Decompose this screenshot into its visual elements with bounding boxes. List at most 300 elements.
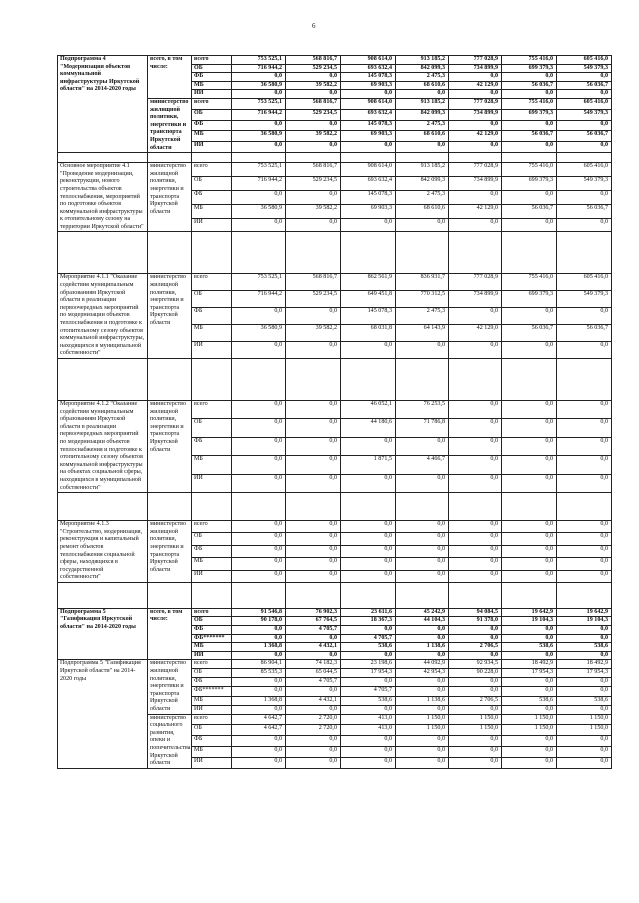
value-cell: 699 379,3 [502,176,557,190]
value-cell: 0,0 [232,190,286,204]
value-cell: 0,0 [557,90,612,99]
spacer-row [58,493,612,521]
value-cell: 0,0 [449,419,502,437]
spacer-row [58,359,612,401]
value-cell: 0,0 [232,757,286,768]
value-cell: 0,0 [557,545,612,557]
value-cell: 0,0 [341,521,396,533]
value-cell: 145 078,3 [341,120,396,131]
value-cell: 568 816,7 [286,163,341,177]
value-cell: 0,0 [449,570,502,582]
funding-source: всего [192,274,232,291]
value-cell: 0,0 [502,437,557,455]
value-cell: 56 036,7 [557,81,612,90]
value-cell: 755 416,0 [502,56,557,65]
value-cell: 0,0 [232,474,286,492]
value-cell: 0,0 [341,736,396,747]
funding-source: МБ [192,131,232,142]
value-cell: 0,0 [502,456,557,474]
value-cell: 777 028,9 [449,274,502,291]
value-cell: 23 198,6 [341,660,396,669]
value-cell: 0,0 [232,705,286,714]
funding-source: всего [192,401,232,419]
spacer-row [58,232,612,274]
value-cell: 0,0 [557,401,612,419]
value-cell: 913 185,2 [396,163,449,177]
value-cell: 0,0 [449,558,502,570]
value-cell: 1 150,0 [449,725,502,736]
value-cell: 0,0 [232,308,286,325]
executor-cell: министерство жилищной политики, энергетики и транспорта Иркутской области [148,521,192,583]
funding-source: ИИ [192,757,232,768]
program-title: Мероприятие 4.1.1 "Оказание содействия муниципальным образованиям Иркутской области в реализации первоочередных мероприятий по модернизации объектов теплоснабжения и подготовке к отопительному сезону объектов коммунальной инфраструктуры, находящихся в муниципальной собственности" [58,274,148,359]
value-cell: 0,0 [557,558,612,570]
value-cell: 0,0 [286,142,341,153]
value-cell: 699 379,3 [502,291,557,308]
value-cell: 19 104,3 [502,617,557,626]
value-cell: 568 816,7 [286,56,341,65]
value-cell: 0,0 [396,747,449,758]
value-cell: 74 182,3 [286,660,341,669]
value-cell: 42 129,0 [449,81,502,90]
value-cell: 67 764,5 [286,617,341,626]
value-cell: 0,0 [286,634,341,643]
value-cell: 538,6 [557,643,612,652]
value-cell: 0,0 [396,545,449,557]
value-cell: 68 610,6 [396,131,449,142]
spacer-row [58,153,612,163]
value-cell: 862 561,9 [341,274,396,291]
value-cell: 23 611,6 [341,608,396,617]
executor-cell: всего, в том числе: [148,56,192,99]
value-cell: 0,0 [449,533,502,545]
value-cell: 68 031,8 [341,325,396,342]
value-cell: 0,0 [557,678,612,687]
executor-cell: министерство жилищной политики, энергетики и транспорта Иркутской области [148,163,192,232]
value-cell: 0,0 [286,687,341,696]
value-cell: 755 416,0 [502,163,557,177]
value-cell: 0,0 [502,651,557,660]
value-cell: 0,0 [396,705,449,714]
value-cell: 716 944,2 [232,291,286,308]
value-cell: 0,0 [341,474,396,492]
value-cell: 549 379,3 [557,176,612,190]
value-cell: 56 036,7 [557,131,612,142]
funding-source: ИИ [192,90,232,99]
value-cell: 777 028,9 [449,98,502,109]
funding-source: ОБ [192,617,232,626]
value-cell: 0,0 [232,142,286,153]
funding-source: ОБ [192,533,232,545]
value-cell: 0,0 [449,651,502,660]
value-cell: 0,0 [341,570,396,582]
value-cell: 0,0 [449,437,502,455]
value-cell: 0,0 [286,218,341,232]
value-cell: 0,0 [232,73,286,82]
value-cell: 842 099,3 [396,109,449,120]
value-cell: 0,0 [232,456,286,474]
value-cell: 0,0 [232,678,286,687]
value-cell: 0,0 [557,120,612,131]
table-row [58,56,612,65]
value-cell: 39 582,2 [286,325,341,342]
value-cell: 94 084,5 [449,608,502,617]
funding-source: ФБ******* [192,634,232,643]
funding-source: МБ [192,747,232,758]
table-row [58,660,612,669]
value-cell: 0,0 [286,747,341,758]
value-cell: 0,0 [232,687,286,696]
value-cell: 0,0 [396,678,449,687]
value-cell: 549 379,3 [557,64,612,73]
value-cell: 0,0 [396,757,449,768]
funding-source: ИИ [192,342,232,359]
value-cell: 0,0 [557,218,612,232]
value-cell: 0,0 [341,705,396,714]
value-cell: 755 416,0 [502,274,557,291]
value-cell: 1 150,0 [502,725,557,736]
value-cell: 92 934,5 [449,660,502,669]
value-cell: 0,0 [232,634,286,643]
value-cell: 56 036,7 [502,81,557,90]
value-cell: 908 614,0 [341,163,396,177]
value-cell: 0,0 [232,533,286,545]
executor-cell: всего, в том числе: [148,608,192,660]
value-cell: 0,0 [286,308,341,325]
value-cell: 0,0 [449,73,502,82]
value-cell: 0,0 [232,342,286,359]
funding-source: ФБ [192,626,232,635]
value-cell: 4 705,7 [341,634,396,643]
value-cell: 0,0 [502,401,557,419]
value-cell: 0,0 [557,456,612,474]
value-cell: 64 143,9 [396,325,449,342]
value-cell: 538,6 [341,696,396,705]
value-cell: 0,0 [557,651,612,660]
table-row [58,608,612,617]
value-cell: 0,0 [396,437,449,455]
value-cell: 0,0 [232,626,286,635]
value-cell: 90 228,0 [449,669,502,678]
value-cell: 4 705,7 [286,626,341,635]
value-cell: 19 642,9 [557,608,612,617]
value-cell: 549 379,3 [557,291,612,308]
value-cell: 0,0 [557,419,612,437]
value-cell: 529 234,5 [286,64,341,73]
value-cell: 0,0 [449,747,502,758]
value-cell: 0,0 [341,678,396,687]
value-cell: 0,0 [286,736,341,747]
value-cell: 734 899,9 [449,109,502,120]
value-cell: 0,0 [396,634,449,643]
value-cell: 0,0 [449,401,502,419]
value-cell: 0,0 [286,437,341,455]
funding-source: МБ [192,558,232,570]
value-cell: 0,0 [502,90,557,99]
value-cell: 39 582,2 [286,81,341,90]
value-cell: 0,0 [502,190,557,204]
page-number: 6 [312,22,316,30]
value-cell: 0,0 [286,757,341,768]
executor-cell: министерство жилищной политики, энергетики и транспорта Иркутской области [148,660,192,714]
value-cell: 770 312,5 [396,291,449,308]
funding-source: всего [192,660,232,669]
value-cell: 0,0 [557,142,612,153]
value-cell: 693 632,4 [341,109,396,120]
funding-source: всего [192,521,232,533]
value-cell: 0,0 [341,558,396,570]
value-cell: 0,0 [396,533,449,545]
value-cell: 693 632,4 [341,64,396,73]
value-cell: 0,0 [557,190,612,204]
value-cell: 0,0 [557,521,612,533]
value-cell: 0,0 [557,570,612,582]
value-cell: 0,0 [557,308,612,325]
value-cell: 91 378,0 [449,617,502,626]
value-cell: 36 580,9 [232,81,286,90]
value-cell: 605 416,0 [557,56,612,65]
value-cell: 0,0 [449,687,502,696]
funding-source: МБ [192,456,232,474]
value-cell: 0,0 [449,142,502,153]
value-cell: 0,0 [286,73,341,82]
value-cell: 549 379,3 [557,109,612,120]
value-cell: 908 614,0 [341,56,396,65]
value-cell: 734 899,9 [449,64,502,73]
funding-source: всего [192,98,232,109]
value-cell: 0,0 [449,90,502,99]
value-cell: 0,0 [502,474,557,492]
funding-source: ФБ [192,678,232,687]
value-cell: 0,0 [232,545,286,557]
value-cell: 4 642,7 [232,714,286,725]
value-cell: 0,0 [286,190,341,204]
value-cell: 46 052,1 [341,401,396,419]
value-cell: 2 720,0 [286,714,341,725]
value-cell: 56 036,7 [502,204,557,218]
value-cell: 0,0 [502,308,557,325]
value-cell: 0,0 [232,651,286,660]
value-cell: 699 379,3 [502,64,557,73]
value-cell: 0,0 [502,342,557,359]
executor-cell: министерство жилищной политики, энергетики и транспорта Иркутской области [148,98,192,152]
value-cell: 538,6 [341,643,396,652]
table-row [58,163,612,177]
value-cell: 0,0 [502,558,557,570]
value-cell: 2 475,3 [396,73,449,82]
funding-source: МБ [192,325,232,342]
budget-table [57,55,612,769]
value-cell: 68 610,6 [396,204,449,218]
funding-source: ФБ [192,308,232,325]
funding-source: ФБ******* [192,687,232,696]
value-cell: 0,0 [286,342,341,359]
table-row [58,274,612,291]
value-cell: 1 150,0 [502,714,557,725]
funding-source: ФБ [192,120,232,131]
funding-source: ФБ [192,190,232,204]
value-cell: 42 129,0 [449,204,502,218]
value-cell: 0,0 [232,747,286,758]
value-cell: 913 185,2 [396,56,449,65]
value-cell: 0,0 [396,521,449,533]
value-cell: 753 525,1 [232,98,286,109]
value-cell: 699 379,3 [502,109,557,120]
value-cell: 4 642,7 [232,725,286,736]
value-cell: 56 036,7 [557,325,612,342]
value-cell: 4 705,7 [286,678,341,687]
executor-cell: министерство жилищной политики, энергетики и транспорта Иркутской области [148,401,192,493]
value-cell: 0,0 [449,308,502,325]
value-cell: 0,0 [396,558,449,570]
value-cell: 538,6 [502,696,557,705]
value-cell: 56 036,7 [502,325,557,342]
program-title: Подпрограмма 5 "Газификация Иркутской области" на 2014-2020 годы [58,660,148,768]
funding-source: всего [192,56,232,65]
value-cell: 4 705,7 [341,687,396,696]
value-cell: 85 535,3 [232,669,286,678]
value-cell: 56 036,7 [502,131,557,142]
value-cell: 529 234,5 [286,291,341,308]
value-cell: 18 492,9 [502,660,557,669]
value-cell: 0,0 [449,545,502,557]
value-cell: 0,0 [396,474,449,492]
value-cell: 0,0 [502,570,557,582]
value-cell: 0,0 [557,342,612,359]
value-cell: 777 028,9 [449,56,502,65]
funding-source: всего [192,163,232,177]
value-cell: 605 416,0 [557,98,612,109]
value-cell: 2 706,5 [449,643,502,652]
value-cell: 605 416,0 [557,274,612,291]
value-cell: 76 253,5 [396,401,449,419]
value-cell: 1 368,8 [232,643,286,652]
value-cell: 0,0 [232,736,286,747]
value-cell: 90 178,0 [232,617,286,626]
value-cell: 0,0 [449,705,502,714]
value-cell: 2 475,3 [396,120,449,131]
funding-source: всего [192,714,232,725]
value-cell: 1 150,0 [396,714,449,725]
value-cell: 0,0 [341,90,396,99]
value-cell: 71 786,8 [396,419,449,437]
value-cell: 0,0 [449,474,502,492]
funding-source: ОБ [192,64,232,73]
value-cell: 0,0 [341,747,396,758]
value-cell: 0,0 [341,218,396,232]
value-cell: 0,0 [502,678,557,687]
value-cell: 753 525,1 [232,163,286,177]
value-cell: 0,0 [557,634,612,643]
funding-source: МБ [192,643,232,652]
value-cell: 0,0 [232,419,286,437]
value-cell: 529 234,5 [286,109,341,120]
table-row [58,401,612,419]
value-cell: 0,0 [449,342,502,359]
value-cell: 1 368,8 [232,696,286,705]
value-cell: 1 150,0 [557,725,612,736]
value-cell: 0,0 [286,401,341,419]
value-cell: 44 092,9 [396,660,449,669]
value-cell: 69 903,3 [341,204,396,218]
funding-source: ИИ [192,651,232,660]
table-row [58,521,612,533]
value-cell: 0,0 [341,142,396,153]
value-cell: 734 899,9 [449,176,502,190]
value-cell: 413,0 [341,725,396,736]
value-cell: 0,0 [557,747,612,758]
value-cell: 0,0 [502,218,557,232]
value-cell: 0,0 [449,218,502,232]
value-cell: 1 138,6 [396,696,449,705]
value-cell: 842 099,3 [396,64,449,73]
value-cell: 836 931,7 [396,274,449,291]
value-cell: 0,0 [502,419,557,437]
executor-cell: министерство жилищной политики, энергетики и транспорта Иркутской области [148,274,192,359]
value-cell: 0,0 [557,705,612,714]
value-cell: 68 610,6 [396,81,449,90]
funding-source: МБ [192,81,232,90]
value-cell: 42 129,0 [449,325,502,342]
value-cell: 69 903,3 [341,131,396,142]
value-cell: 1 871,5 [341,456,396,474]
value-cell: 0,0 [502,634,557,643]
value-cell: 1 150,0 [557,714,612,725]
value-cell: 0,0 [449,190,502,204]
program-title: Подпрограмма 4 "Модернизация объектов коммунальной инфраструктуры Иркутской области" на 2014-2020 годы [58,56,148,153]
funding-source: ИИ [192,474,232,492]
value-cell: 145 078,3 [341,308,396,325]
value-cell: 45 242,9 [396,608,449,617]
value-cell: 0,0 [286,545,341,557]
value-cell: 0,0 [449,757,502,768]
value-cell: 36 580,9 [232,325,286,342]
value-cell: 0,0 [341,533,396,545]
value-cell: 4 432,1 [286,643,341,652]
value-cell: 0,0 [502,545,557,557]
value-cell: 39 582,2 [286,131,341,142]
value-cell: 56 036,7 [557,204,612,218]
value-cell: 19 642,9 [502,608,557,617]
value-cell: 42 954,3 [396,669,449,678]
value-cell: 0,0 [232,120,286,131]
value-cell: 19 104,3 [557,617,612,626]
value-cell: 755 416,0 [502,98,557,109]
value-cell: 0,0 [232,90,286,99]
value-cell: 0,0 [232,437,286,455]
value-cell: 0,0 [557,474,612,492]
value-cell: 0,0 [449,626,502,635]
value-cell: 0,0 [286,521,341,533]
value-cell: 17 954,3 [557,669,612,678]
value-cell: 91 546,8 [232,608,286,617]
value-cell: 693 632,4 [341,176,396,190]
funding-source: ФБ [192,736,232,747]
value-cell: 17 954,3 [502,669,557,678]
program-title: Мероприятие 4.1.3 "Строительство, модернизация, реконструкция и капитальный ремонт объектов теплоснабжения социальной сферы, находящихся в государственной собственности" [58,521,148,583]
value-cell: 0,0 [449,521,502,533]
value-cell: 538,6 [557,696,612,705]
funding-source: МБ [192,204,232,218]
value-cell: 86 904,1 [232,660,286,669]
value-cell: 0,0 [502,142,557,153]
value-cell: 145 078,3 [341,190,396,204]
value-cell: 4 432,1 [286,696,341,705]
value-cell: 69 903,3 [341,81,396,90]
value-cell: 777 028,9 [449,163,502,177]
value-cell: 0,0 [396,687,449,696]
funding-source: ИИ [192,218,232,232]
